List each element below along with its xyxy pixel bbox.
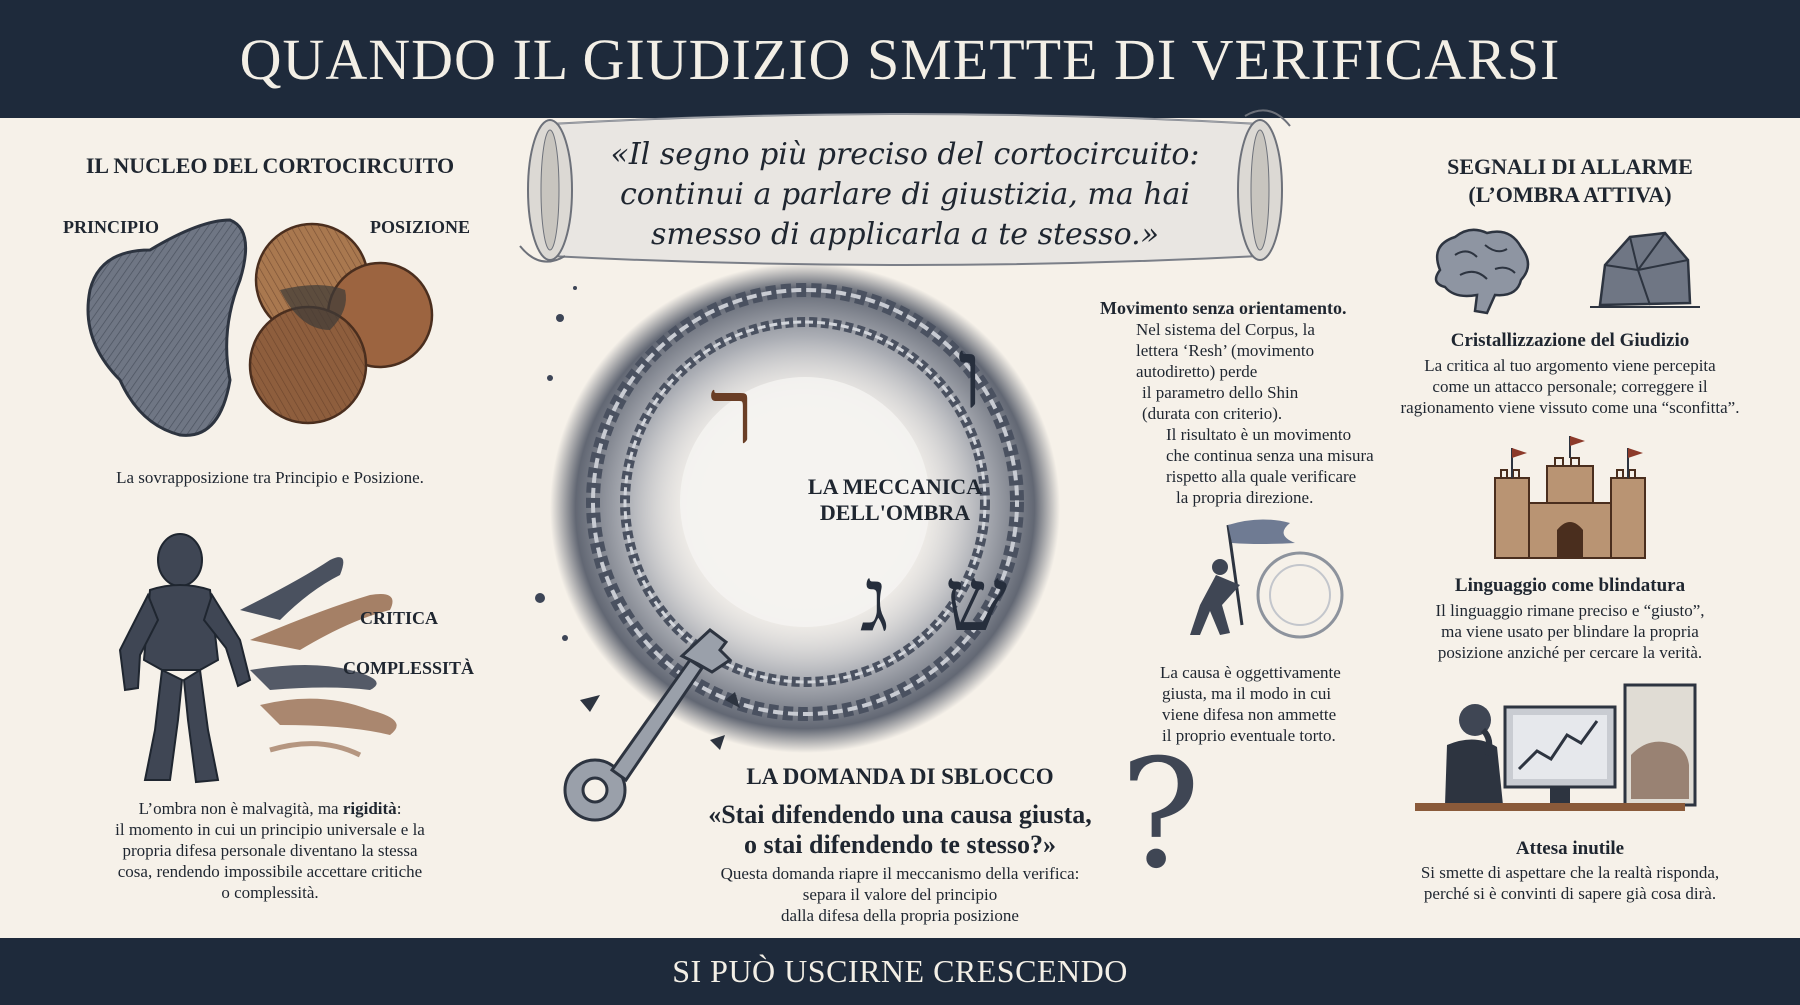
rock-icon [1590,225,1700,315]
alarms-heading-line2: (L’OMBRA ATTIVA) [1468,182,1672,207]
alarm-text-0 [1360,355,1780,418]
movement-line-6: che continua senza una misura [1166,446,1374,465]
armor-text-line3: propria difesa personale diventano la stessa [122,841,418,860]
label-principle: PRINCIPIO [63,217,160,237]
alarm-text-0-line-1: come un attacco personale; correggere il [1432,377,1708,396]
quote-line-1: «Il segno più preciso del cortocircuito: [610,137,1200,172]
alarm-title-0: Cristallizzazione del Giudizio [1450,330,1690,351]
hebrew-letter-resh: ר [710,360,755,465]
movement-caption-line-2: viene difesa non ammette [1162,705,1337,724]
alarm-text-1-line-1: ma viene usato per blindare la propria [1441,622,1699,641]
footer-bar [0,938,1800,1005]
alarm-text-1-line-0: Il linguaggio rimane preciso e “giusto”, [1435,601,1705,620]
armor-text-line4: cosa, rendendo impossibile accettare critiche [117,862,423,881]
center-title-line1: LA MECCANICA [807,474,983,499]
armor-text-line1-prefix: L’ombra non è malvagità, ma [138,799,343,818]
movement-caption-line-0: La causa è oggettivamente [1160,663,1341,682]
hebrew-letter-vav: ו [958,318,983,430]
alarm-text-2 [1370,862,1770,904]
movement-heading: Movimento senza orientamento. [1100,298,1347,318]
alarm-text-1-line-2: posizione anziché per cercare la verità. [1437,643,1703,662]
armor-text-line1-suffix: : [396,799,402,818]
alarm-text-0-line-0: La critica al tuo argomento viene percepita [1424,356,1716,375]
movement-caption-line-3: il proprio eventuale torto. [1162,726,1336,745]
movement-line-5: Il risultato è un movimento [1166,425,1352,444]
unlock-question-line2: o stai difendendo te stesso?» [743,830,1056,859]
page-title: QUANDO IL GIUDIZIO SMETTE DI VERIFICARSI [239,26,1561,92]
alarms-heading [1400,153,1740,209]
movement-line-2: autodiretto) perde [1136,362,1258,381]
unlock-text-line3: dalla difesa della propria posizione [781,906,1019,925]
movement-line-8: la propria direzione. [1176,488,1314,507]
quote-line-3: smesso di applicarla a te stesso.» [650,217,1160,252]
alarm-text-2-line-1: perché si è convinti di sapere già cosa dirà. [1423,884,1717,903]
unlock-text-line1: Questa domanda riapre il meccanismo della verifica: [720,864,1080,883]
alarm-text-0-line-2: ragionamento viene vissuto come una “sconfitta”. [1400,398,1740,417]
movement-caption-line-1: giusta, ma il modo in cui [1162,684,1332,703]
flag-wheel-figure-illustration [1180,515,1340,645]
label-critique: CRITICA [360,608,439,628]
unlock-text-line2: separa il valore del principio [802,885,998,904]
movement-line-0: Nel sistema del Corpus, la [1136,320,1315,339]
armor-text-line5: o complessità. [221,883,319,902]
armor-text [50,798,490,903]
key-icon [550,620,750,830]
hebrew-letter-gimel: ג [860,548,890,651]
armor-text-line1-bold: rigidità [342,799,397,818]
alarms-heading-line1: SEGNALI DI ALLARME [1447,154,1693,179]
person-at-monitor-illustration [1415,685,1715,835]
armor-text-line2: il momento in cui un principio universale e la [115,820,425,839]
movement-line-4: (durata con criterio). [1142,404,1283,423]
movement-block [1100,298,1390,508]
unlock-text [660,863,1140,926]
unlock-question-line1: «Stai difendendo una causa giusta, [708,800,1092,829]
label-complexity: COMPLESSITÀ [343,658,475,678]
movement-line-7: rispetto alla quale verificare [1166,467,1357,486]
nucleus-heading: IL NUCLEO DEL CORTOCIRCUITO [85,153,455,178]
alarm-title-2: Attesa inutile [1515,838,1625,859]
hebrew-letter-shin: ש [945,548,1008,651]
castle-icon [1485,448,1655,563]
center-title [785,474,1005,526]
alarm-text-2-line-0: Si smette di aspettare che la realtà risponda, [1420,863,1720,882]
complexity-wave [260,699,397,735]
footer-text: SI PUÒ USCIRNE CRESCENDO [672,953,1128,989]
unlock-heading: LA DOMANDA DI SBLOCCO [746,764,1054,789]
label-position: POSIZIONE [370,217,471,237]
question-mark-icon: ? [1120,728,1201,902]
alarm-text-1 [1380,600,1760,663]
principle-position-overlap-illustration [80,210,460,450]
alarm-title-1: Linguaggio come blindatura [1454,575,1686,596]
scroll-quote [590,135,1220,255]
nucleus-caption: La sovrapposizione tra Principio e Posizione. [116,468,424,487]
brain-icon [1425,225,1535,315]
armored-figure-illustration [100,520,480,790]
movement-line-1: lettera ‘Resh’ (movimento [1136,341,1315,360]
center-title-line2: DELL'OMBRA [819,500,971,525]
quote-line-2: continui a parlare di giustizia, ma hai [619,177,1191,212]
movement-line-3: il parametro dello Shin [1142,383,1299,402]
unlock-question [660,800,1140,860]
